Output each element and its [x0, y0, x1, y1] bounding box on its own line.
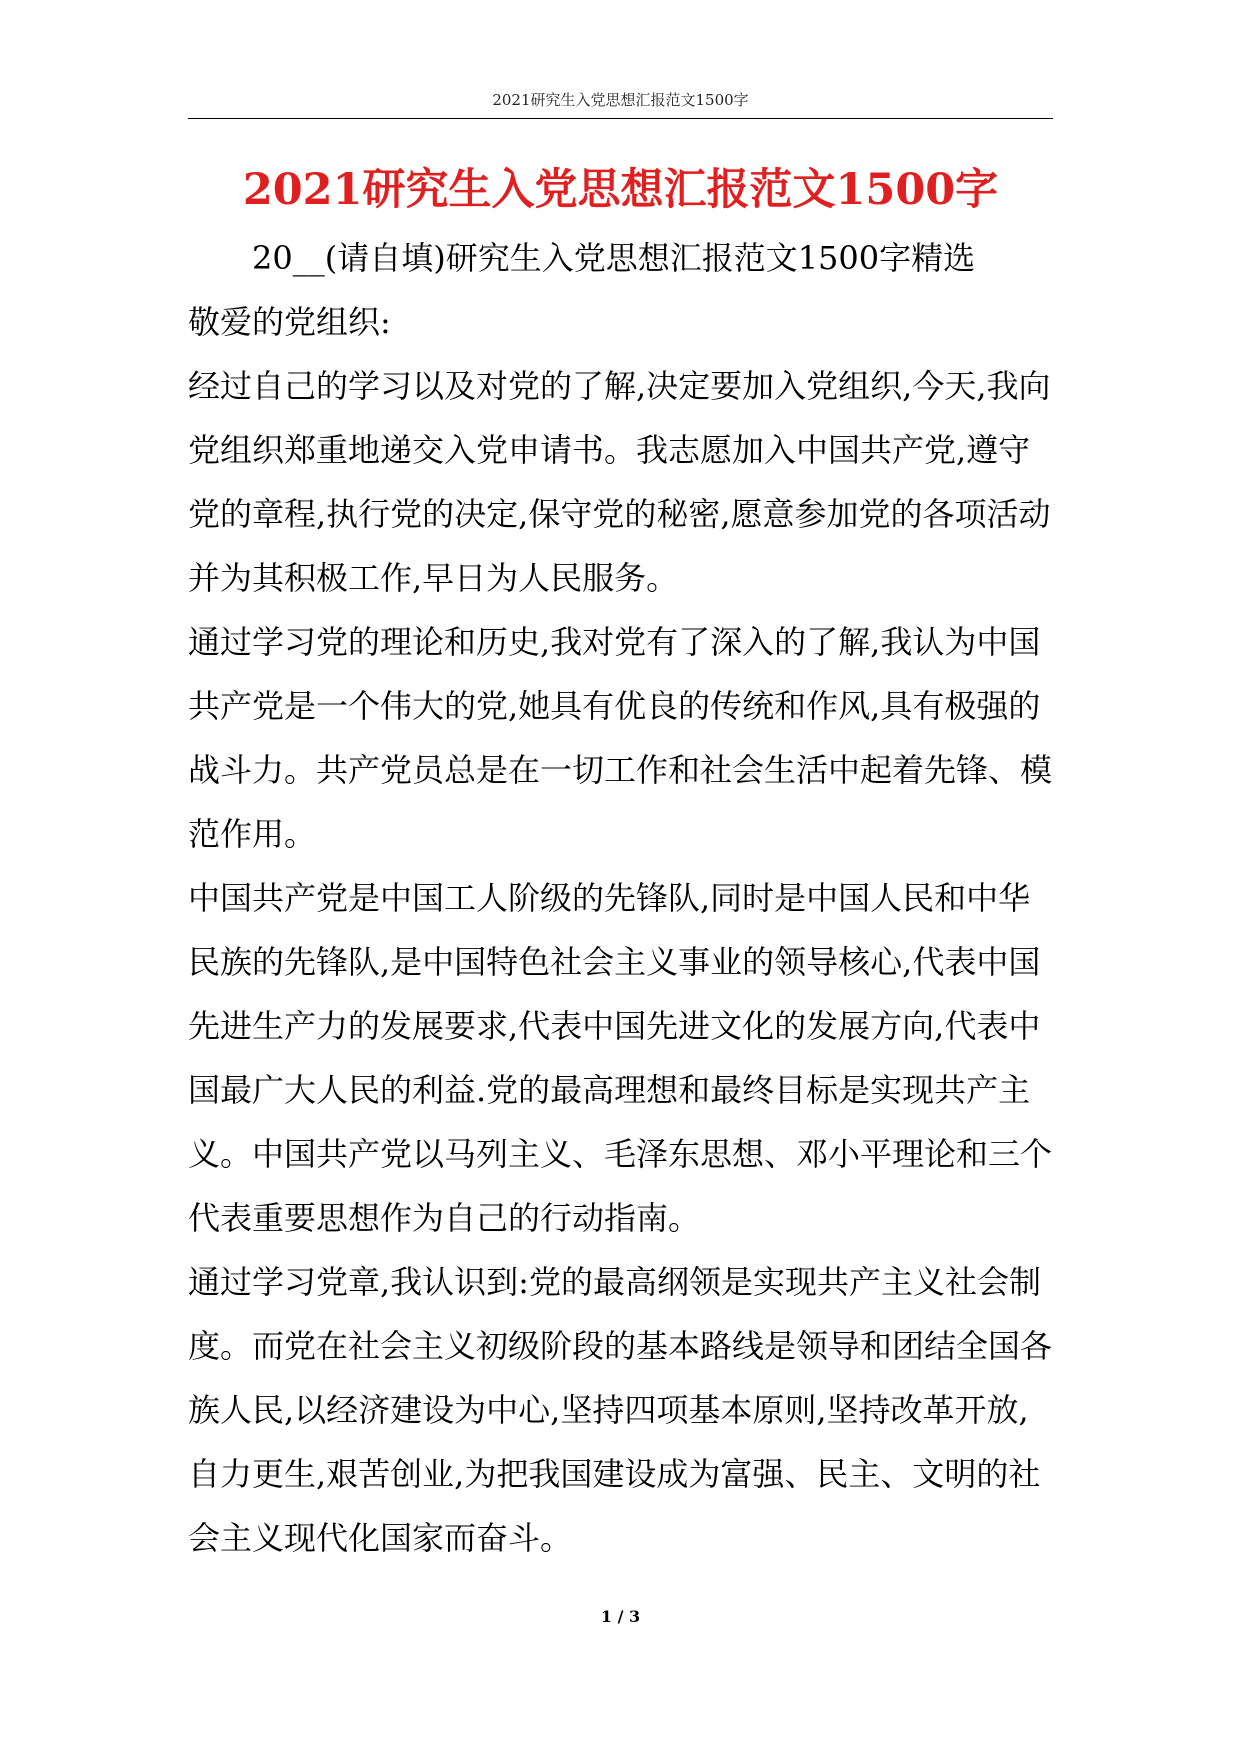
body-paragraph: 经过自己的学习以及对党的了解,决定要加入党组织,今天,我向党组织郑重地递交入党申请书。我志愿加入中国共产党,遵守党的章程,执行党的决定,保守党的秘密,愿意参加党的各项活动并为其积极工作,早日为人民服务。	[188, 367, 1051, 597]
body-paragraph: 中国共产党是中国工人阶级的先锋队,同时是中国人民和中华民族的先锋队,是中国特色社会主义事业的领导核心,代表中国先进生产力的发展要求,代表中国先进文化的发展方向,代表中国最广大人民的利益.党的最高理想和最终目标是实现共产主义。中国共产党以马列主义、毛泽东思想、邓小平理论和三个代表重要思想作为自己的行动指南。	[188, 879, 1053, 1237]
body-paragraph: 通过学习党章,我认识到:党的最高纲领是实现共产主义社会制度。而党在社会主义初级阶段的基本路线是领导和团结全国各族人民,以经济建设为中心,坚持四项基本原则,坚持改革开放,自力更生,艰苦创业,为把我国建设成为富强、民主、文明的社会主义现代化国家而奋斗。	[188, 1263, 1053, 1557]
salutation: 敬爱的党组织:	[188, 303, 391, 341]
document-subtitle: 20__(请自填)研究生入党思想汇报范文1500字精选	[252, 239, 976, 277]
running-header: 2021研究生入党思想汇报范文1500字	[492, 91, 749, 109]
header-rule	[188, 118, 1053, 119]
document-title: 2021研究生入党思想汇报范文1500字	[242, 165, 999, 215]
page-number: 1 / 3	[600, 1607, 641, 1626]
body-paragraph: 通过学习党的理论和历史,我对党有了深入的了解,我认为中国共产党是一个伟大的党,她具有优良的传统和作风,具有极强的战斗力。共产党员总是在一切工作和社会生活中起着先锋、模范作用。	[188, 623, 1053, 853]
document-body	[188, 226, 1058, 1570]
